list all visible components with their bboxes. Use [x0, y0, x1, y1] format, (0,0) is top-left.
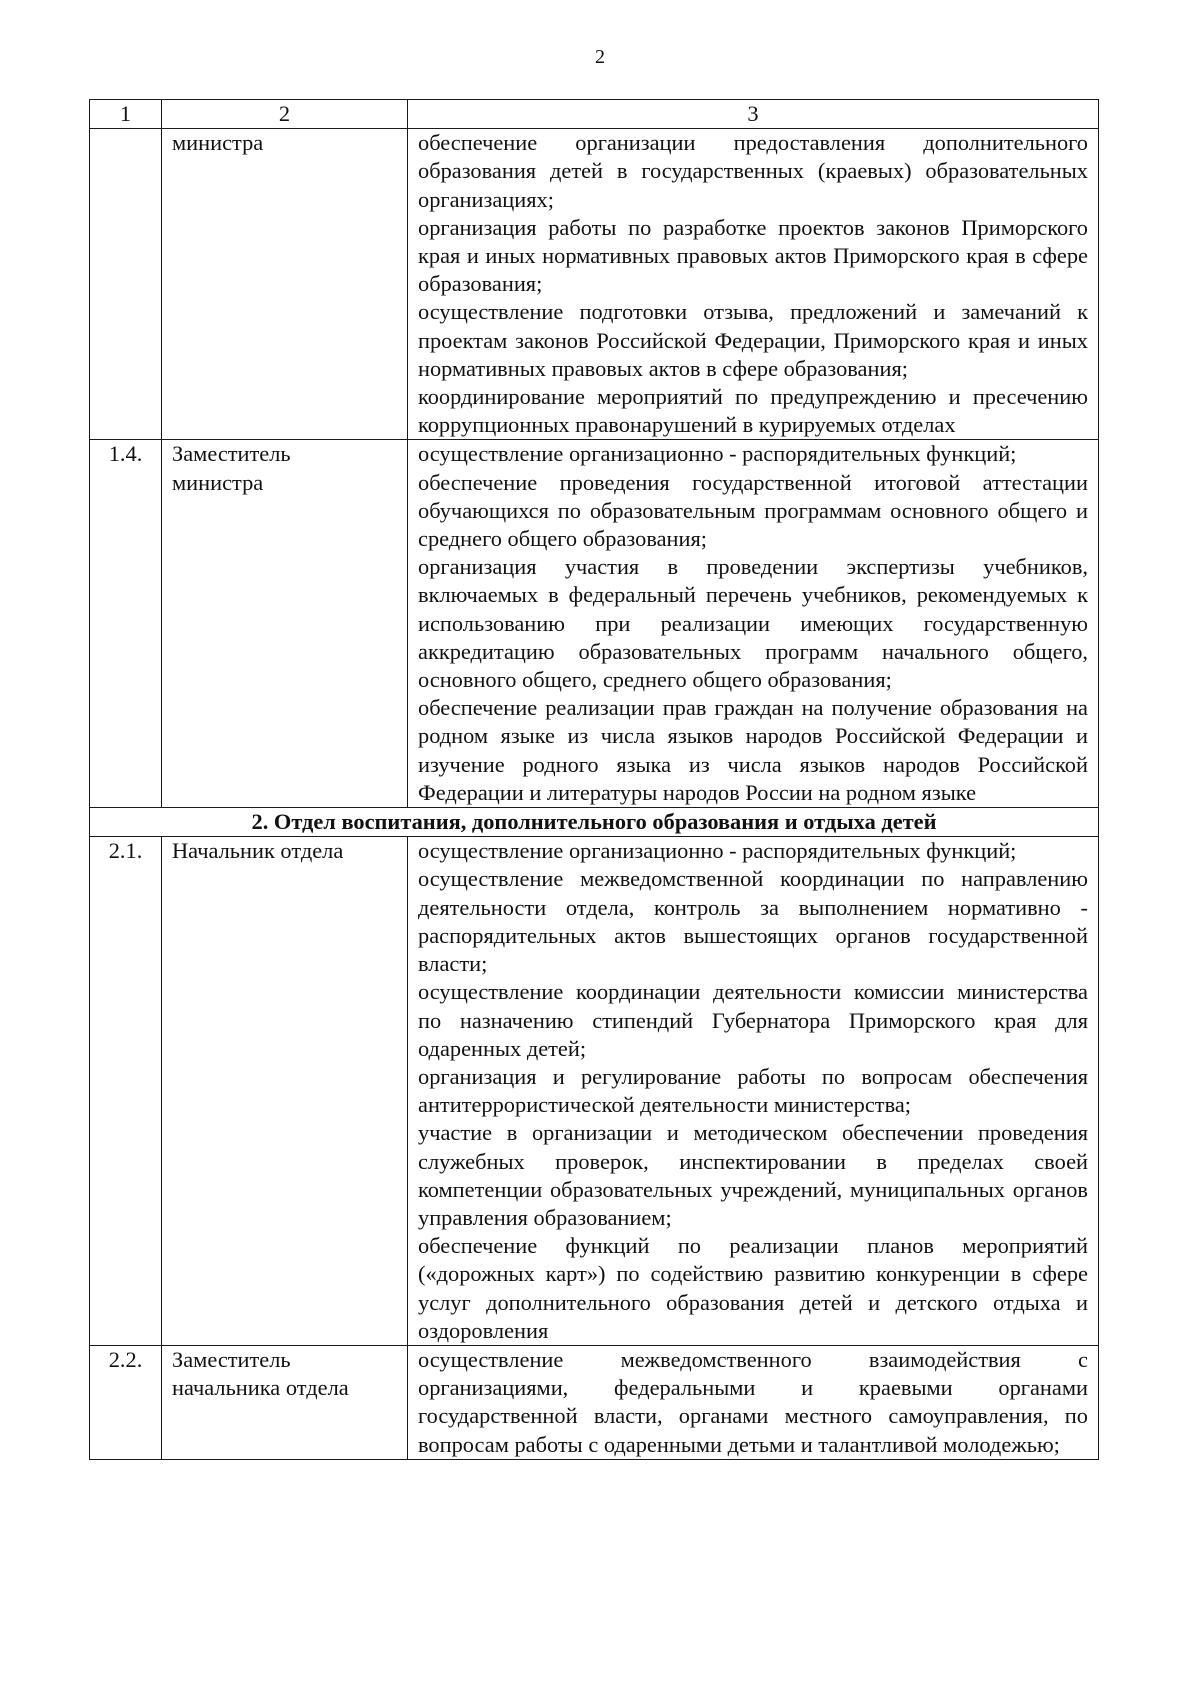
duty-item: обеспечение реализации прав граждан на получение образования на родном языке из числа языков народов Российской Федерации и изучение родного языка из числа языков народов Российской Федерации и литературы народов России на родном языке	[418, 695, 1088, 805]
table-row	[90, 440, 1099, 808]
row-number: 1.4.	[90, 440, 162, 808]
duty-item: координирование мероприятий по предупреждению и пресечению коррупционных правонарушений в курируемых отделах	[418, 384, 1088, 438]
position-title: Заместитель начальника отдела	[162, 1345, 408, 1459]
duty-item: организация работы по разработке проектов законов Приморского края и иных нормативных правовых актов Приморского края в сфере образования;	[418, 214, 1088, 297]
duty-item: осуществление межведомственной координации по направлению деятельности отдела, контроль за выполнением нормативно - распорядительных актов вышестоящих органов государственной власти;	[418, 866, 1088, 977]
row-number: 2.2.	[90, 1345, 162, 1459]
duties-cell	[408, 440, 1099, 808]
duty-item: организация участия в проведении экспертизы учебников, включаемых в федеральный перечень учебников, рекомендуемых к использованию при реализации имеющих государственную аккредитацию образовательных программ начального общего, основного общего, среднего общего образования;	[418, 554, 1088, 693]
position-title: Заместитель министра	[162, 440, 408, 808]
duty-item: организация и регулирование работы по вопросам обеспечения антитеррористической деятельности министерства;	[418, 1063, 1088, 1118]
table-row	[90, 129, 1099, 440]
duty-item: обеспечение функций по реализации планов мероприятий («дорожных карт») по содействию развитию конкуренции в сфере услуг дополнительного образования детей и детского отдыха и оздоровления	[418, 1233, 1088, 1343]
table-row	[90, 1345, 1099, 1459]
row-number	[90, 129, 162, 440]
duty-item: обеспечение организации предоставления дополнительного образования детей в государственных (краевых) образовательных организациях;	[418, 130, 1088, 212]
section-heading: 2. Отдел воспитания, дополнительного образования и отдыха детей	[90, 808, 1099, 837]
duty-item: осуществление подготовки отзыва, предложений и замечаний к проектам законов Российской Федерации, Приморского края и иных нормативных правовых актов в сфере образования;	[418, 299, 1088, 381]
row-number: 2.1.	[90, 837, 162, 1346]
duty-item: осуществление организационно - распорядительных функций;	[418, 838, 1017, 864]
duty-item: обеспечение проведения государственной итоговой аттестации обучающихся по образовательным программам основного общего и среднего общего образования;	[418, 469, 1088, 552]
header-col-3: 3	[408, 100, 1099, 129]
duty-item: участие в организации и методическом обеспечении проведения служебных проверок, инспектировании в пределах своей компетенции образовательных учреждений, муниципальных органов управления образованием;	[418, 1120, 1088, 1230]
header-col-1: 1	[90, 100, 162, 129]
section-row	[90, 808, 1099, 837]
duty-item: осуществление организационно - распорядительных функций;	[418, 441, 1017, 467]
header-col-2: 2	[162, 100, 408, 129]
table-row	[90, 837, 1099, 1346]
duties-cell	[408, 129, 1099, 440]
position-title: Начальник отдела	[162, 837, 408, 1346]
duty-item: осуществление координации деятельности комиссии министерства по назначению стипендий Губернатора Приморского края для одаренных детей;	[418, 979, 1088, 1061]
page-number: 2	[595, 46, 605, 68]
table-header-row	[90, 100, 1099, 129]
duties-cell	[408, 1345, 1099, 1459]
position-title: министра	[162, 129, 408, 440]
duties-table	[89, 99, 1099, 1460]
duties-cell	[408, 837, 1099, 1346]
duty-item: осуществление межведомственного взаимодействия с организациями, федеральными и краевыми органами государственной власти, органами местного самоуправления, по вопросам работы с одаренными детьми и талантливой молодежью;	[418, 1346, 1088, 1457]
